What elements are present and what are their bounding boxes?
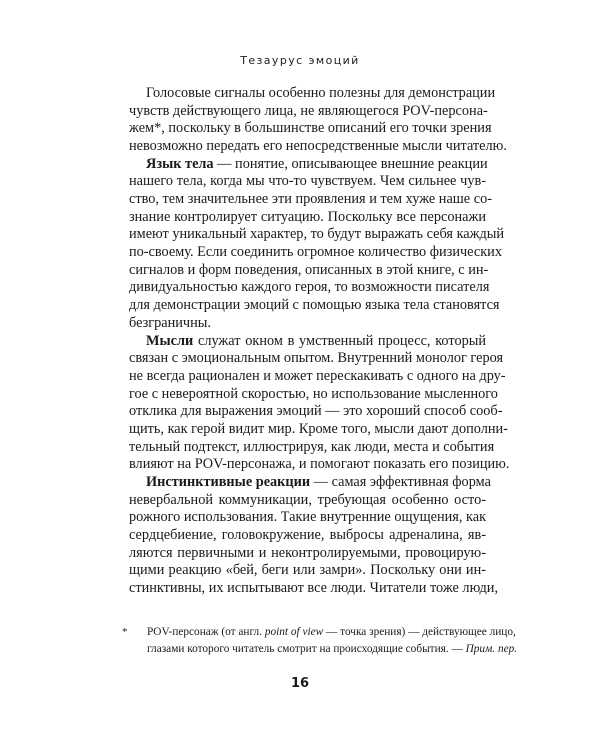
text-line: ляются первичными и неконтролируемыми, провоцирую-	[129, 544, 486, 561]
text-line: Инстинктивные реакции — самая эффективная форма	[146, 473, 491, 490]
text-line: ство, тем значительнее эти проявления и тем хуже наше со-	[129, 191, 492, 208]
text-line: сигналов и форм поведения, описанных в этой книге, с ин-	[129, 261, 489, 278]
text-line: тельный подтекст, иллюстрируя, как люди, места и события	[129, 438, 495, 455]
text-line: щими реакцию «бей, беги или замри». Поскольку они ин-	[129, 562, 486, 579]
text-line: нашего тела, когда мы что-то чувствуем. Чем сильнее чув-	[129, 173, 486, 190]
running-header: Тезаурус эмоций	[240, 54, 360, 67]
text-line: влияют на POV-персонажа, и помогают показать его позицию.	[129, 456, 510, 473]
text-line: Голосовые сигналы особенно полезны для демонстрации	[146, 85, 496, 101]
text-line: по-своему. Если соединить огромное количество физических	[129, 244, 502, 261]
text-line: не всегда рационален и может перескакивать с одного на дру-	[129, 367, 506, 384]
text-line: сердцебиение, головокружение, выбросы адреналина, яв-	[129, 526, 486, 543]
text-line: отклика для выражения эмоций — это хороший способ сооб-	[129, 403, 503, 420]
bold-term-body-language: Язык тела	[146, 155, 214, 172]
text-line: стинктивны, их испытывают все люди. Читатели тоже люди,	[129, 580, 499, 596]
text-line: имеют уникальный характер, то будут выражать себя каждый	[129, 226, 505, 243]
footnote-marker: *	[122, 626, 128, 638]
bold-term-instinctive: Инстинктивные реакции	[146, 473, 311, 490]
text-line: жем*, поскольку в большинстве описаний его точки зрения	[129, 120, 492, 137]
page-number: 16	[290, 676, 310, 691]
text-line: для демонстрации эмоций с помощью языка тела становятся	[129, 297, 500, 314]
text-line: гое с невероятной скоростью, но использование мысленного	[129, 385, 498, 402]
text-line: Язык тела — понятие, описывающее внешние реакции	[146, 155, 488, 172]
footnote-line: глазами которого читатель смотрит на происходящие события. — Прим. пер.	[147, 643, 518, 655]
text-line: рожного использования. Такие внутренние ощущения, как	[129, 509, 487, 526]
footnote-line: POV-персонаж (от англ. point of view — точка зрения) — действующее лицо,	[147, 626, 516, 638]
bold-term-thoughts: Мысли	[146, 332, 194, 349]
text-line: Мысли служат окном в умственный процесс, который	[146, 332, 486, 349]
text-line: чувств действующего лица, не являющегося POV-персона-	[129, 102, 488, 119]
text-line: невербальной коммуникации, требующая особенно осто-	[129, 491, 486, 508]
text-line: знание контролирует ситуацию. Поскольку все персонажи	[129, 208, 486, 225]
text-line: связан с эмоциональным опытом. Внутренний монолог героя	[129, 350, 504, 367]
text-line: дивидуальностью каждого героя, то возможности писателя	[129, 279, 490, 296]
text-line: щить, как герой видит мир. Кроме того, мысли дают дополни-	[129, 420, 508, 437]
text-line: невозможно передать его непосредственные мысли читателю.	[129, 138, 507, 155]
text-line: безграничны.	[129, 314, 211, 331]
